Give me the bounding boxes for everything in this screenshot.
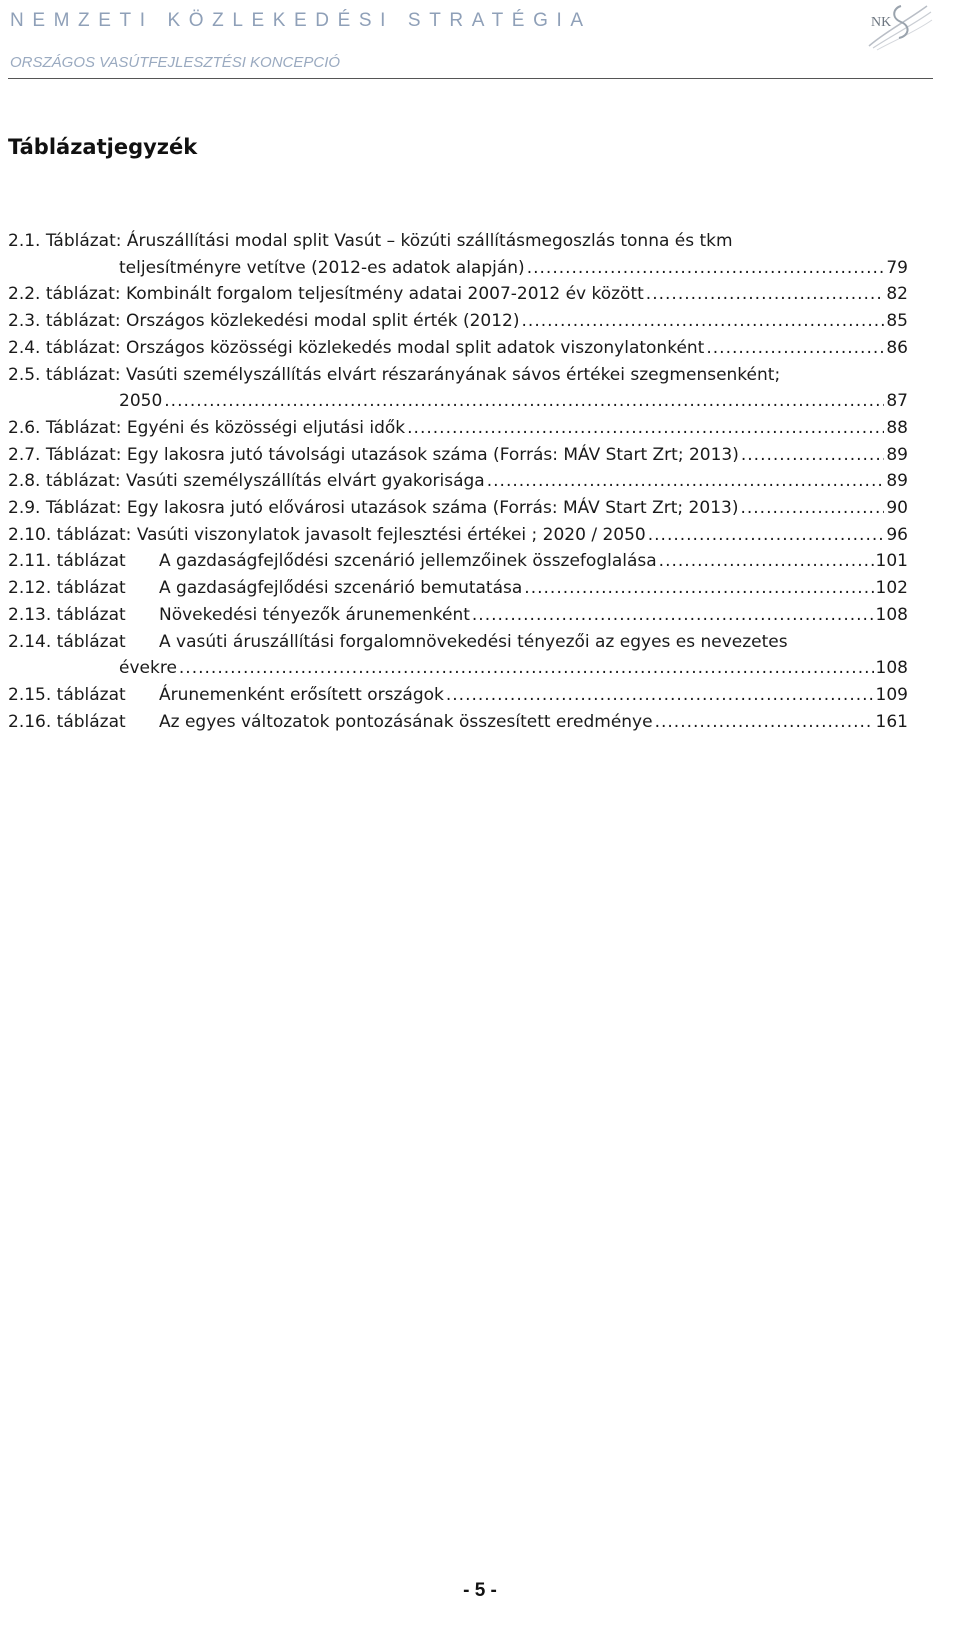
toc-entry-text: teljesítményre vetítve (2012-es adatok alapján) xyxy=(119,257,525,278)
toc-entry-text: Kombinált forgalom teljesítmény adatai 2007-2012 év között xyxy=(126,284,644,305)
toc-entry[interactable] xyxy=(8,522,908,549)
leader-dots xyxy=(164,388,884,415)
toc-entry-page: 79 xyxy=(886,257,908,278)
toc-entry-text: Egyéni és közösségi eljutási idők xyxy=(126,417,406,438)
page-number: - 5 - xyxy=(463,1580,497,1601)
toc-entry-page: 109 xyxy=(875,684,908,705)
toc-entry-label: 2.6. Táblázat: xyxy=(8,417,122,438)
toc-entry-label: 2.12. táblázat xyxy=(8,578,126,599)
toc-entry-label: 2.13. táblázat xyxy=(8,604,126,625)
toc-entry-text: Egy lakosra jutó távolsági utazások száma (Forrás: MÁV Start Zrt; 2013) xyxy=(126,444,739,465)
header-subtitle: ORSZÁGOS VASÚTFEJLESZTÉSI KONCEPCIÓ xyxy=(10,54,341,71)
toc-entry[interactable] xyxy=(8,415,908,442)
toc-entry-page: 108 xyxy=(875,604,908,625)
toc-entry-page: 87 xyxy=(886,391,908,412)
toc-entry[interactable] xyxy=(8,602,908,629)
toc-entry-text: Országos közösségi közlekedés modal split adatok viszonylatonként xyxy=(126,337,705,358)
toc-entry[interactable] xyxy=(8,442,908,469)
leader-dots xyxy=(741,442,885,469)
toc-entry[interactable] xyxy=(8,709,908,736)
toc-entry-text: Országos közlekedési modal split érték (2012) xyxy=(126,311,520,332)
leader-dots xyxy=(740,495,884,522)
toc-entry-text: Vasúti személyszállítás elvárt részarányának sávos értékei szegmensenként; xyxy=(126,364,781,385)
toc-entry-page: 101 xyxy=(875,551,908,572)
toc-entry[interactable] xyxy=(8,495,908,522)
toc-entry-label: 2.15. táblázat xyxy=(8,684,126,705)
toc-entry-page: 161 xyxy=(875,711,908,732)
toc-entry-label: 2.16. táblázat xyxy=(8,711,126,732)
toc-heading: Táblázatjegyzék xyxy=(8,135,198,159)
toc-entry-label: 2.9. Táblázat: xyxy=(8,498,122,519)
toc-entry[interactable] xyxy=(8,682,908,709)
toc-entry-page: 88 xyxy=(886,417,908,438)
toc-entry-label: 2.4. táblázat: xyxy=(8,337,121,358)
toc-entry-label: 2.3. táblázat: xyxy=(8,311,121,332)
toc-entry-label: 2.14. táblázat xyxy=(8,631,126,652)
leader-dots xyxy=(472,602,874,629)
toc-entry-text: Vasúti viszonylatok javasolt fejlesztési értékei ; 2020 / 2050 xyxy=(136,524,646,545)
leader-dots xyxy=(446,682,874,709)
leader-dots xyxy=(522,308,885,335)
leader-dots xyxy=(655,709,874,736)
table-of-tables xyxy=(8,228,908,735)
leader-dots xyxy=(527,255,885,282)
toc-entry-page: 108 xyxy=(875,658,908,679)
leader-dots xyxy=(487,468,885,495)
leader-dots xyxy=(179,655,874,682)
toc-entry-text: évekre xyxy=(119,658,177,679)
toc-entry[interactable] xyxy=(8,228,908,281)
toc-entry[interactable] xyxy=(8,308,908,335)
toc-entry-page: 89 xyxy=(886,471,908,492)
toc-entry-page: 90 xyxy=(886,498,908,519)
leader-dots xyxy=(524,575,873,602)
toc-entry-text: A vasúti áruszállítási forgalomnövekedési tényezői az egyes es nevezetes xyxy=(159,631,788,652)
toc-entry[interactable] xyxy=(8,468,908,495)
leader-dots xyxy=(659,548,874,575)
toc-entry-text: 2050 xyxy=(119,391,163,412)
leader-dots xyxy=(407,415,884,442)
toc-entry-label: 2.7. Táblázat: xyxy=(8,444,122,465)
toc-entry-text: Vasúti személyszállítás elvárt gyakorisága xyxy=(126,471,485,492)
toc-entry-text: Árunemenként erősített országok xyxy=(159,684,444,705)
toc-entry-label: 2.5. táblázat: xyxy=(8,364,121,385)
toc-entry-page: 82 xyxy=(886,284,908,305)
nks-logo-icon xyxy=(835,2,933,52)
toc-entry[interactable] xyxy=(8,281,908,308)
toc-entry-text: A gazdaságfejlődési szcenárió jellemzőinek összefoglalása xyxy=(159,551,657,572)
toc-entry-page: 86 xyxy=(886,337,908,358)
toc-entry-text: A gazdaságfejlődési szcenárió bemutatása xyxy=(159,578,523,599)
toc-entry[interactable] xyxy=(8,548,908,575)
toc-entry-page: 89 xyxy=(886,444,908,465)
toc-entry[interactable] xyxy=(8,629,908,682)
leader-dots xyxy=(706,335,884,362)
toc-entry[interactable] xyxy=(8,362,908,415)
toc-entry-label: 2.1. Táblázat: xyxy=(8,231,122,251)
leader-dots xyxy=(648,522,885,549)
leader-dots xyxy=(646,281,885,308)
toc-entry-label: 2.2. táblázat: xyxy=(8,284,121,305)
toc-entry-text: Növekedési tényezők árunemenként xyxy=(159,604,470,625)
toc-entry-text: Áruszállítási modal split Vasút – közúti szállításmegoszlás tonna és tkm xyxy=(126,231,733,251)
toc-entry-page: 85 xyxy=(886,311,908,332)
svg-text:NK: NK xyxy=(871,15,892,30)
header-divider xyxy=(8,78,933,79)
toc-entry-label: 2.11. táblázat xyxy=(8,551,126,572)
page-header xyxy=(8,6,933,76)
toc-entry-text: Egy lakosra jutó elővárosi utazások száma (Forrás: MÁV Start Zrt; 2013) xyxy=(126,498,739,519)
toc-entry[interactable] xyxy=(8,335,908,362)
toc-entry-label: 2.10. táblázat: xyxy=(8,524,132,545)
toc-entry-page: 96 xyxy=(886,524,908,545)
toc-entry[interactable] xyxy=(8,575,908,602)
header-title: NEMZETI KÖZLEKEDÉSI STRATÉGIA xyxy=(10,10,592,31)
toc-entry-text: Az egyes változatok pontozásának összesített eredménye xyxy=(159,711,653,732)
toc-entry-label: 2.8. táblázat: xyxy=(8,471,121,492)
toc-entry-page: 102 xyxy=(875,578,908,599)
